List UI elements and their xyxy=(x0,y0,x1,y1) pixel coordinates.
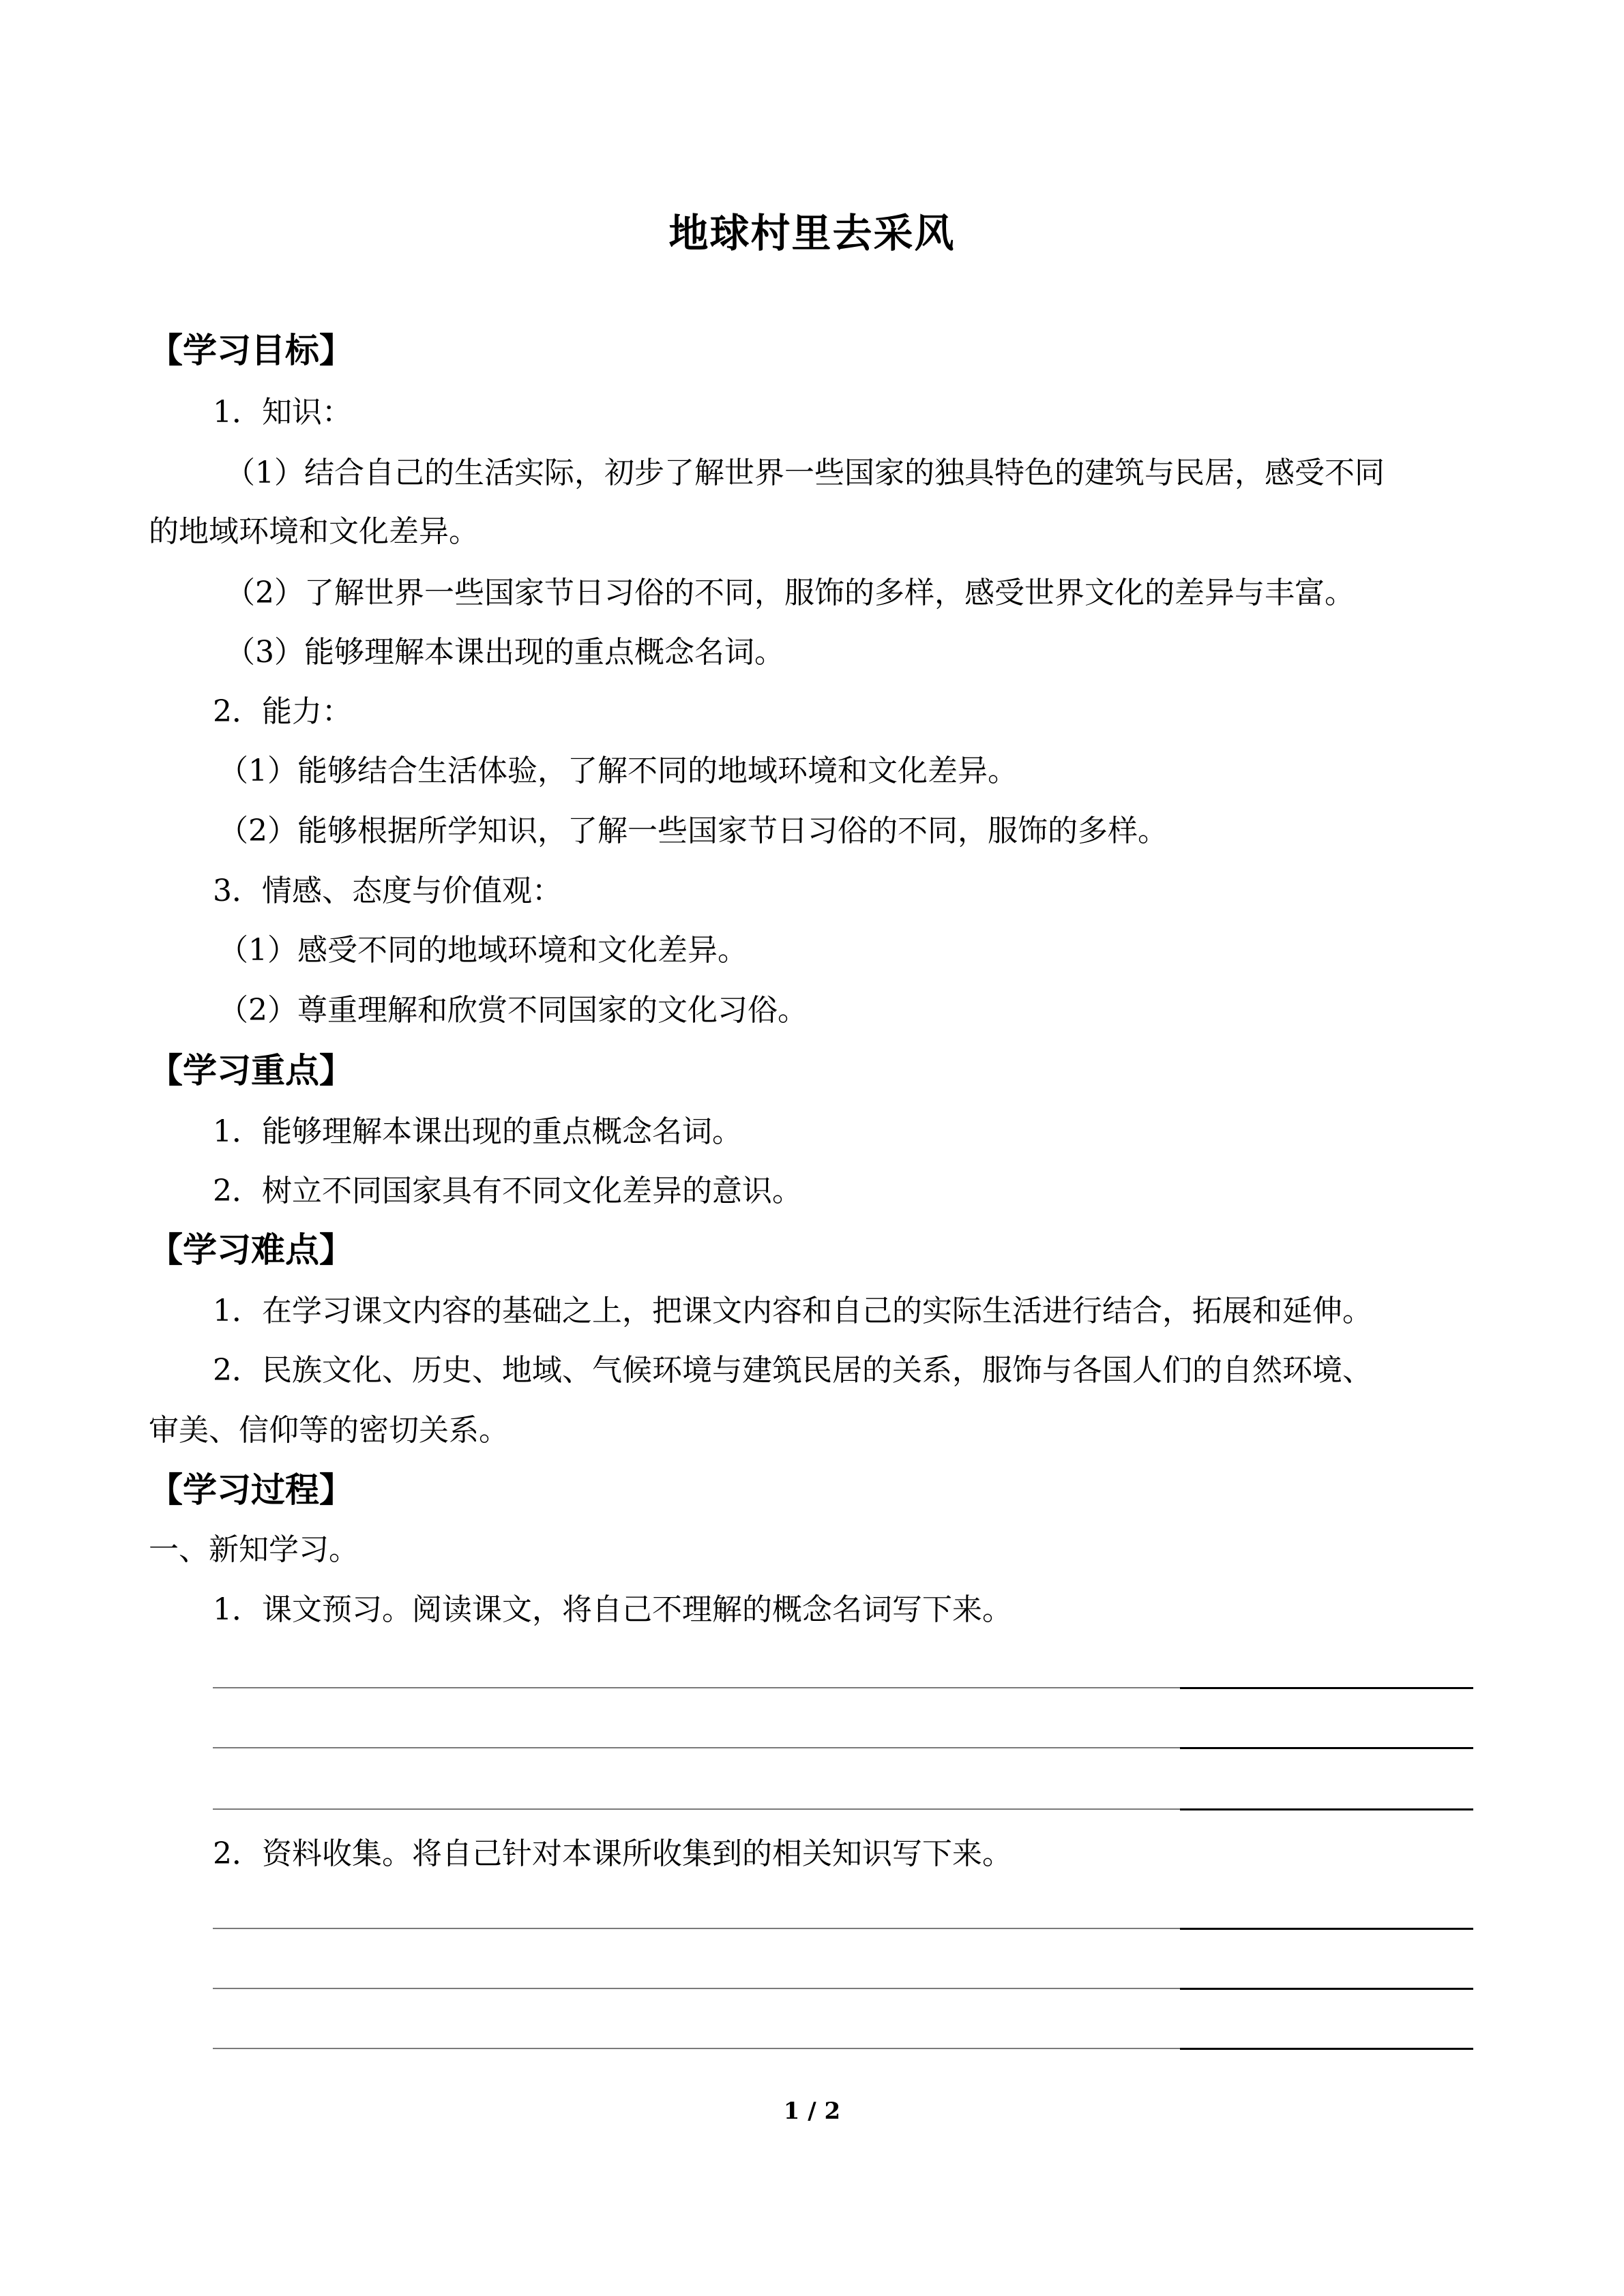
page-title: 地球村里去采风 xyxy=(668,210,956,256)
emotion-label: 3．情感、态度与价值观： xyxy=(213,874,562,908)
answer-line-1-end xyxy=(1180,1687,1473,1689)
section-heading-difficulties: 【学习难点】 xyxy=(149,1230,353,1270)
part-one-label: 一、新知学习。 xyxy=(149,1532,359,1567)
emotion-item-2: （2）尊重理解和欣赏不同国家的文化习俗。 xyxy=(218,993,808,1028)
knowledge-label: 1．知识： xyxy=(213,395,352,430)
knowledge-item-1-cont: 的地域环境和文化差异。 xyxy=(149,514,479,549)
key-point-2: 2．树立不同国家具有不同文化差异的意识。 xyxy=(213,1174,802,1208)
answer-line-3-end xyxy=(1180,1808,1473,1810)
answer-line-2-end xyxy=(1180,1747,1473,1749)
section-heading-objectives: 【学习目标】 xyxy=(149,331,353,370)
task-1-prompt: 1．课文预习。阅读课文，将自己不理解的概念名词写下来。 xyxy=(213,1592,1012,1627)
ability-item-1: （1）能够结合生活体验，了解不同的地域环境和文化差异。 xyxy=(218,754,1018,788)
emotion-item-1: （1）感受不同的地域环境和文化差异。 xyxy=(218,933,748,968)
section-heading-key-points: 【学习重点】 xyxy=(149,1051,353,1090)
difficulty-2-cont: 审美、信仰等的密切关系。 xyxy=(149,1413,509,1448)
answer-line-4-end xyxy=(1180,1928,1473,1930)
key-point-1: 1．能够理解本课出现的重点概念名词。 xyxy=(213,1114,742,1149)
knowledge-item-1: （1）结合自己的生活实际，初步了解世界一些国家的独具特色的建筑与民居，感受不同 xyxy=(225,456,1385,490)
task-2-prompt: 2．资料收集。将自己针对本课所收集到的相关知识写下来。 xyxy=(213,1836,1012,1871)
answer-line-6-end xyxy=(1180,2048,1473,2050)
page-number: 1 / 2 xyxy=(783,2098,841,2125)
section-heading-process: 【学习过程】 xyxy=(149,1470,353,1510)
ability-item-2: （2）能够根据所学知识，了解一些国家节日习俗的不同，服饰的多样。 xyxy=(218,814,1168,848)
answer-line-5-end xyxy=(1180,1988,1473,1990)
knowledge-item-3: （3）能够理解本课出现的重点概念名词。 xyxy=(225,635,784,670)
difficulty-1: 1．在学习课文内容的基础之上，把课文内容和自己的实际生活进行结合，拓展和延伸。 xyxy=(213,1294,1372,1328)
knowledge-item-2: （2）了解世界一些国家节日习俗的不同，服饰的多样，感受世界文化的差异与丰富。 xyxy=(225,576,1355,610)
ability-label: 2．能力： xyxy=(213,694,352,729)
difficulty-2: 2．民族文化、历史、地域、气候环境与建筑民居的关系，服饰与各国人们的自然环境、 xyxy=(213,1353,1372,1388)
